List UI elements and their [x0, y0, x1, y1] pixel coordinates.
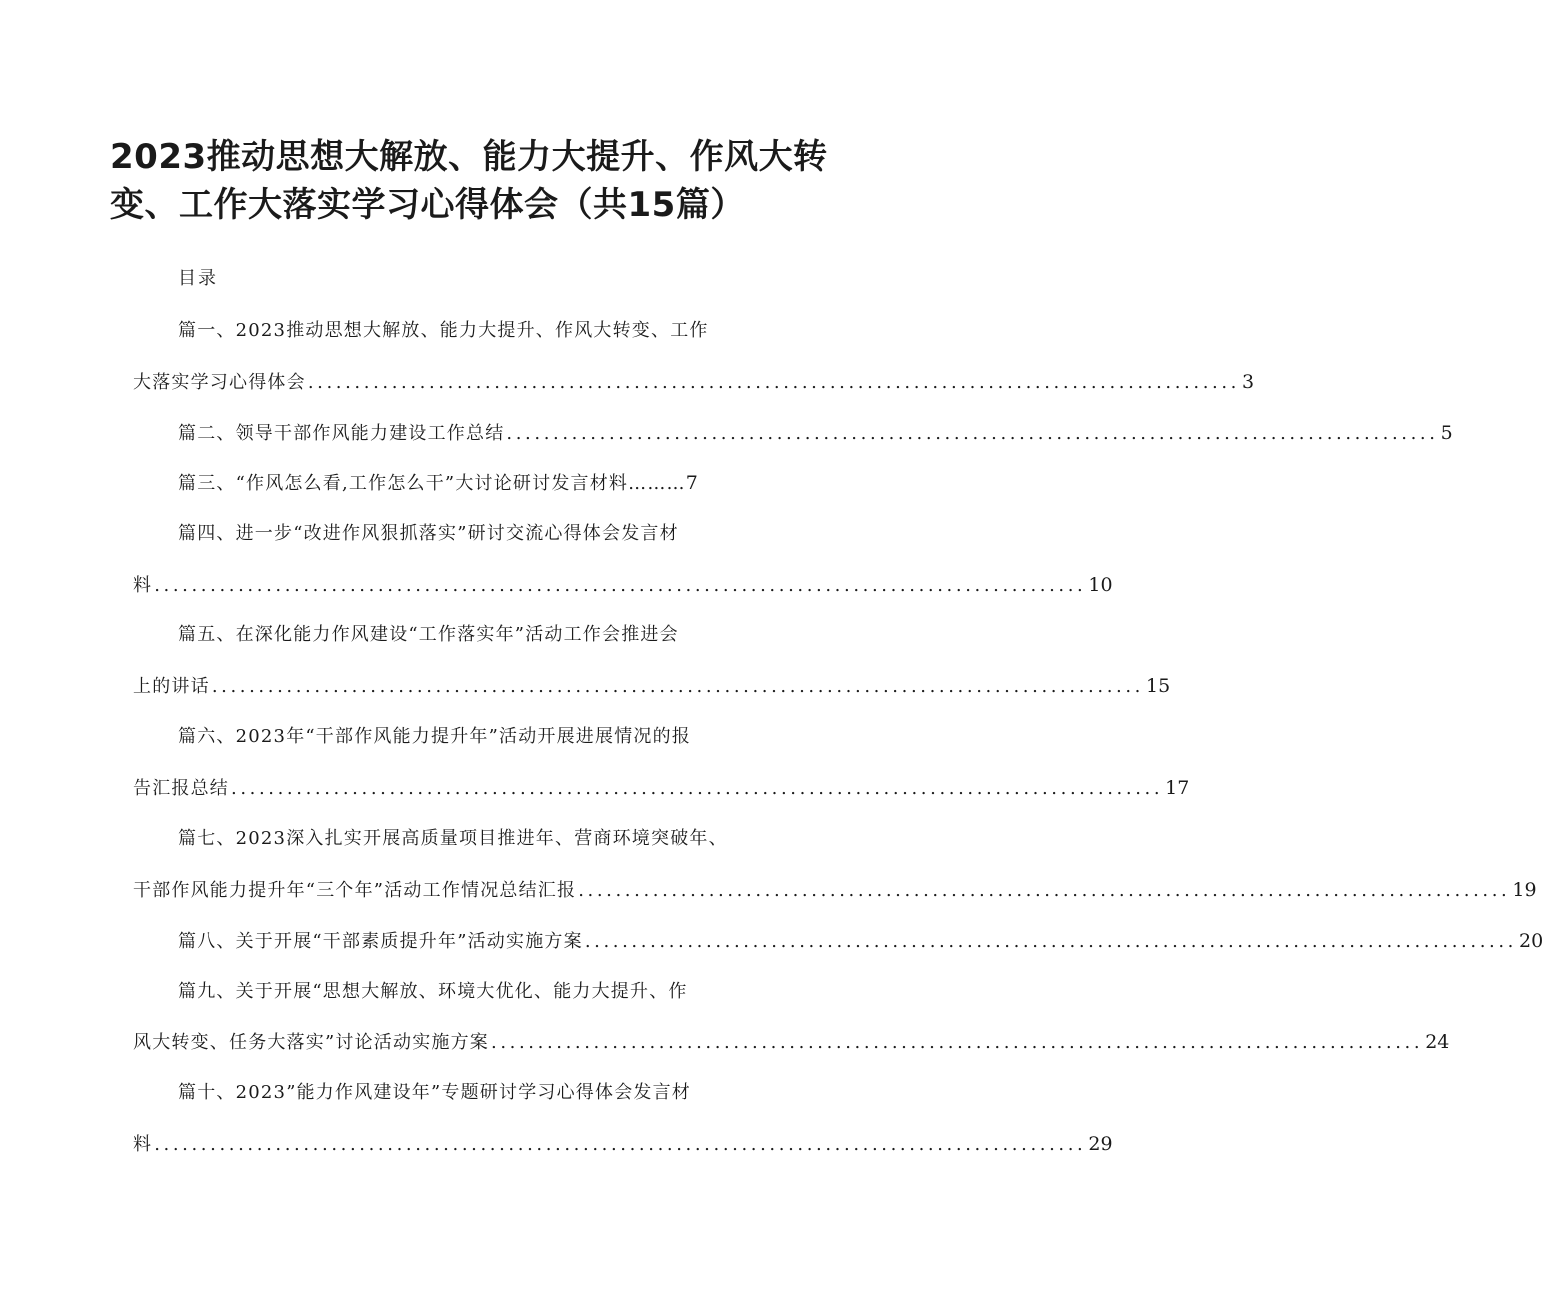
toc-entry-6-line-1[interactable] — [178, 724, 691, 750]
toc-entry-text: 料 — [133, 1134, 153, 1155]
toc-heading: 目录 — [178, 268, 218, 289]
toc-entry-4-line-2[interactable] — [133, 572, 1113, 599]
document-title — [110, 133, 828, 229]
title-line-1: 2023推动思想大解放、能力大提升、作风大转 — [110, 137, 828, 177]
toc-entry-text: 篇十、2023”能力作风建设年”专题研讨学习心得体会发言材 — [178, 1082, 692, 1103]
toc-entry-text: 篇四、进一步“改进作风狠抓落实”研讨交流心得体会发言材 — [178, 523, 679, 544]
toc-entry-6-line-2[interactable] — [133, 775, 1190, 802]
toc-entry-text: 篇三、“作风怎么看,工作怎么干”大讨论研讨发言材料……… — [178, 473, 686, 494]
toc-leader-dots: .................................................................................................... — [578, 880, 1511, 901]
toc-entry-text: 风大转变、任务大落实”讨论活动实施方案 — [133, 1032, 490, 1053]
toc-entry-3[interactable] — [178, 470, 698, 497]
toc-entry-text: 料 — [133, 575, 153, 596]
toc-entry-text: 大落实学习心得体会 — [133, 372, 306, 393]
toc-leader-dots: .................................................................................................... — [231, 778, 1164, 799]
toc-leader-dots: .................................................................................................... — [584, 931, 1517, 952]
toc-entry-text: 篇五、在深化能力作风建设“工作落实年”活动工作会推进会 — [178, 624, 679, 645]
toc-entry-text: 篇六、2023年“干部作风能力提升年”活动开展进展情况的报 — [178, 726, 692, 747]
toc-leader-dots: .................................................................................................... — [154, 1134, 1087, 1155]
toc-entry-text: 上的讲话 — [133, 676, 210, 697]
toc-entry-text: 篇二、领导干部作风能力建设工作总结 — [178, 423, 505, 444]
toc-entry-10-line-1[interactable] — [178, 1080, 691, 1106]
toc-entry-text: 篇一、2023推动思想大解放、能力大提升、作风大转变、工作 — [178, 320, 709, 341]
toc-entry-9-line-1[interactable] — [178, 979, 688, 1005]
toc-leader-dots: .................................................................................................... — [211, 676, 1144, 697]
toc-entry-text: 篇九、关于开展“思想大解放、环境大优化、能力大提升、作 — [178, 981, 688, 1002]
toc-entry-9-line-2[interactable] — [133, 1029, 1450, 1056]
toc-entry-text: 干部作风能力提升年“三个年”活动工作情况总结汇报 — [133, 880, 577, 901]
toc-entry-4-line-1[interactable] — [178, 521, 679, 547]
toc-leader-dots: .................................................................................................... — [154, 575, 1087, 596]
toc-entry-1-line-1[interactable] — [178, 318, 709, 344]
toc-page-number: 10 — [1088, 574, 1113, 596]
toc-entry-text: 告汇报总结 — [133, 778, 229, 799]
toc-page-number: 24 — [1425, 1031, 1450, 1053]
title-line-2: 变、工作大落实学习心得体会（共15篇） — [110, 185, 745, 225]
toc-entry-7-line-2[interactable] — [133, 877, 1537, 904]
toc-entry-text: 篇八、关于开展“干部素质提升年”活动实施方案 — [178, 931, 583, 952]
toc-page-number: 15 — [1145, 675, 1171, 697]
toc-page-number: 29 — [1088, 1133, 1113, 1155]
toc-entry-1-line-2[interactable] — [133, 369, 1255, 396]
toc-page-number: 20 — [1518, 930, 1543, 952]
toc-page-number: 5 — [1440, 422, 1453, 444]
toc-page-number: 19 — [1512, 879, 1537, 901]
toc-page-number: 3 — [1241, 371, 1255, 393]
toc-entry-10-line-2[interactable] — [133, 1131, 1113, 1158]
toc-page-number: 7 — [685, 472, 698, 494]
toc-entry-7-line-1[interactable] — [178, 826, 728, 852]
toc-entry-text: 篇七、2023深入扎实开展高质量项目推进年、营商环境突破年、 — [178, 828, 728, 849]
toc-entry-2[interactable] — [178, 420, 1453, 447]
toc-page-number: 17 — [1165, 777, 1190, 799]
toc-entry-5-line-1[interactable] — [178, 622, 679, 648]
toc-entry-5-line-2[interactable] — [133, 673, 1171, 700]
toc-leader-dots: .................................................................................................... — [307, 372, 1240, 393]
toc-leader-dots: .................................................................................................... — [491, 1032, 1424, 1053]
toc-entry-8[interactable] — [178, 928, 1543, 955]
toc-leader-dots: .................................................................................................... — [506, 423, 1439, 444]
